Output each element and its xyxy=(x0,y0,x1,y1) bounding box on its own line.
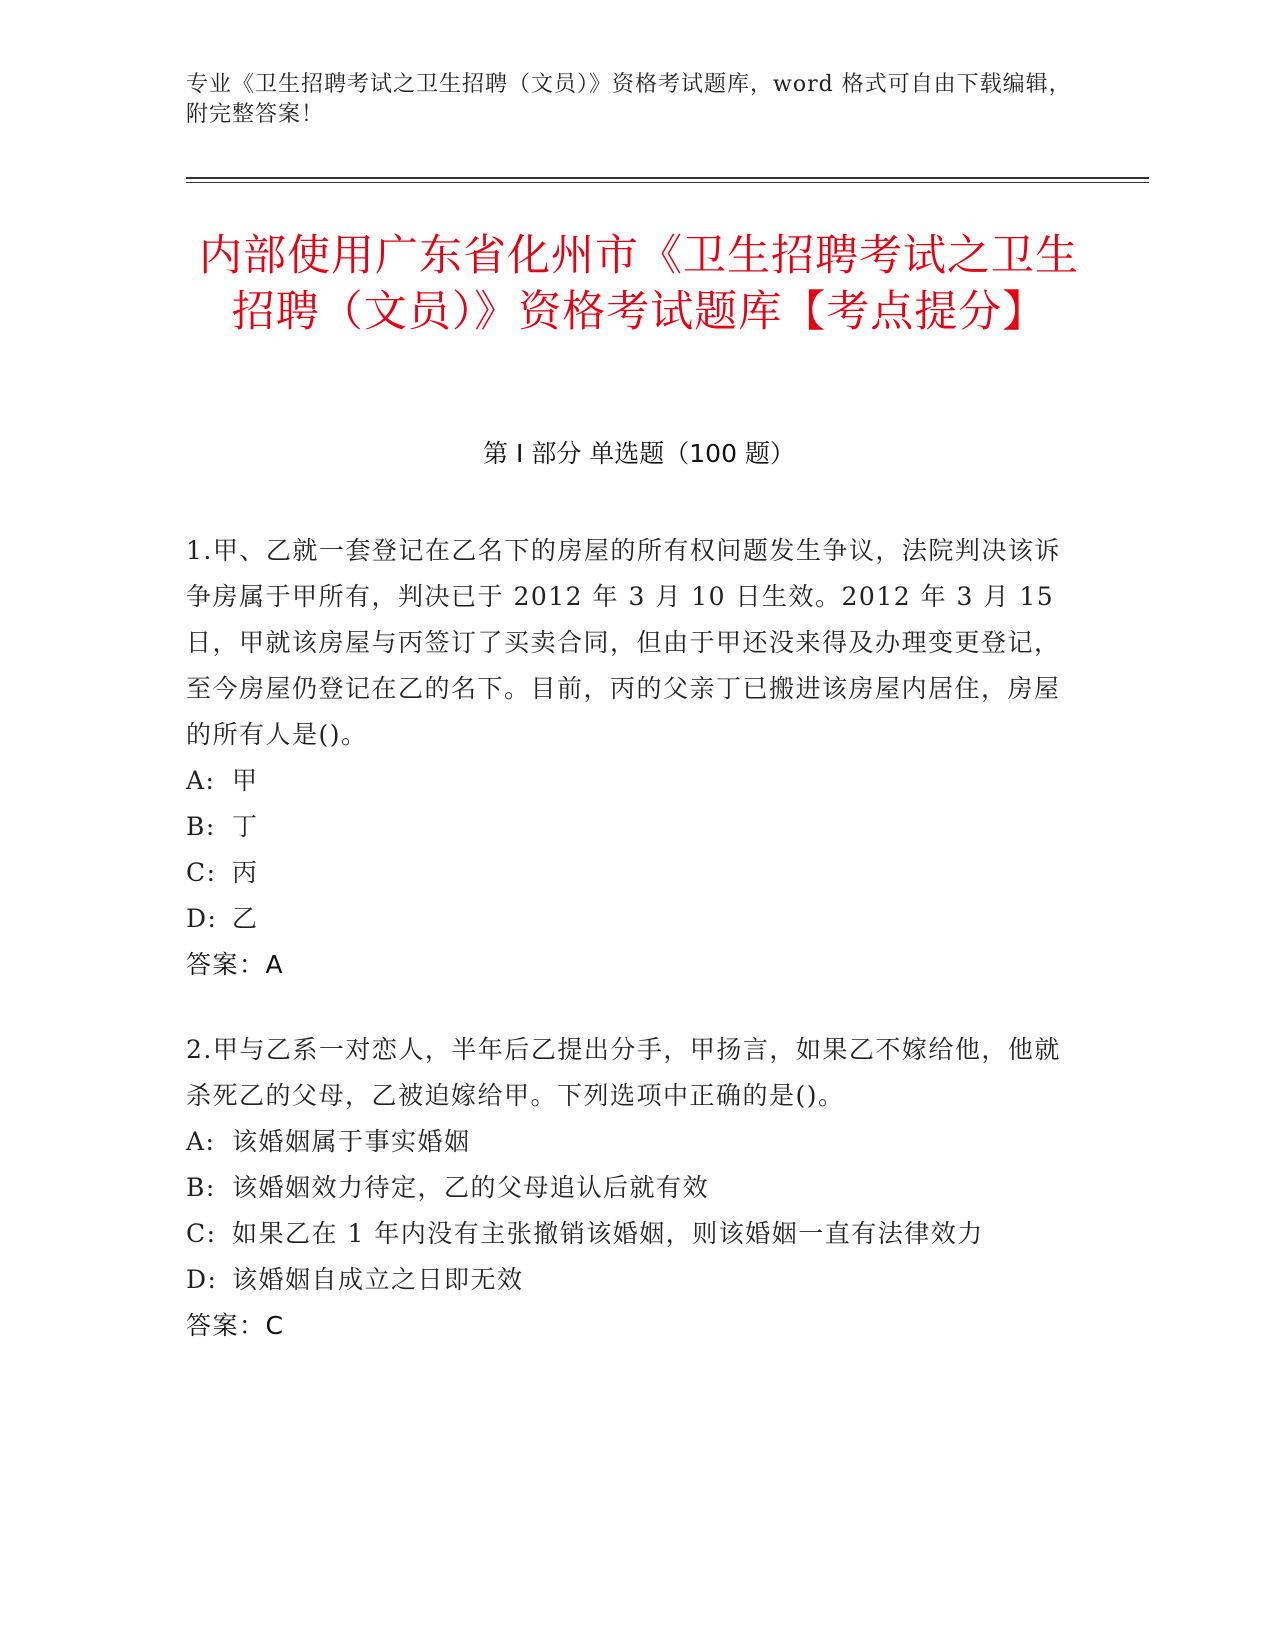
option-d xyxy=(186,1257,1086,1303)
option-text: 乙 xyxy=(232,904,259,933)
option-text: 甲 xyxy=(232,766,259,795)
option-text: 如果乙在 1 年内没有主张撤销该婚姻，则该婚姻一直有法律效力 xyxy=(232,1219,984,1248)
option-letter: C: xyxy=(186,858,217,887)
question-stem: 1.甲、乙就一套登记在乙名下的房屋的所有权问题发生争议，法院判决该诉争房属于甲所有，判决已于 2012 年 3 月 10 日生效。2012 年 3 月 15 日，甲就该房屋与丙签订了买卖合同，但由于甲还没来得及办理变更登记，至今房屋仍登记在乙的名下。目前，丙的父亲丁已搬进该房屋内居住，房屋的所有人是()。 xyxy=(186,536,1061,749)
option-text: 丙 xyxy=(232,858,259,887)
option-c xyxy=(186,1211,1086,1257)
header-divider-thick xyxy=(186,177,1149,179)
option-letter: C: xyxy=(186,1219,217,1248)
option-letter: D: xyxy=(186,1265,218,1294)
section-title: 第 I 部分 单选题（100 题） xyxy=(483,439,795,468)
header-note: 专业《卫生招聘考试之卫生招聘（文员）》资格考试题库，word 格式可自由下载编辑，附完整答案！ xyxy=(186,72,1072,127)
option-letter: A: xyxy=(186,766,216,795)
option-letter: D: xyxy=(186,904,218,933)
option-a xyxy=(186,758,1086,804)
answer: 答案：A xyxy=(186,950,285,979)
option-text: 该婚姻效力待定，乙的父母追认后就有效 xyxy=(232,1173,710,1202)
option-b xyxy=(186,804,1086,850)
header-divider-thin xyxy=(186,182,1149,183)
option-c xyxy=(186,850,1086,896)
question-2 xyxy=(186,1027,1086,1349)
question-stem: 2.甲与乙系一对恋人，半年后乙提出分手，甲扬言，如果乙不嫁给他，他就杀死乙的父母，乙被迫嫁给甲。下列选项中正确的是()。 xyxy=(186,1035,1061,1110)
document-title: 内部使用广东省化州市《卫生招聘考试之卫生招聘（文员）》资格考试题库【考点提分】 xyxy=(199,231,1079,337)
option-d xyxy=(186,896,1086,942)
option-b xyxy=(186,1165,1086,1211)
option-letter: B: xyxy=(186,1173,216,1202)
question-1 xyxy=(186,528,1086,988)
option-text: 该婚姻属于事实婚姻 xyxy=(232,1127,471,1156)
option-letter: B: xyxy=(186,812,216,841)
option-text: 该婚姻自成立之日即无效 xyxy=(232,1265,524,1294)
answer: 答案：C xyxy=(186,1311,285,1340)
option-letter: A: xyxy=(186,1127,216,1156)
option-text: 丁 xyxy=(232,812,259,841)
option-a xyxy=(186,1119,1086,1165)
